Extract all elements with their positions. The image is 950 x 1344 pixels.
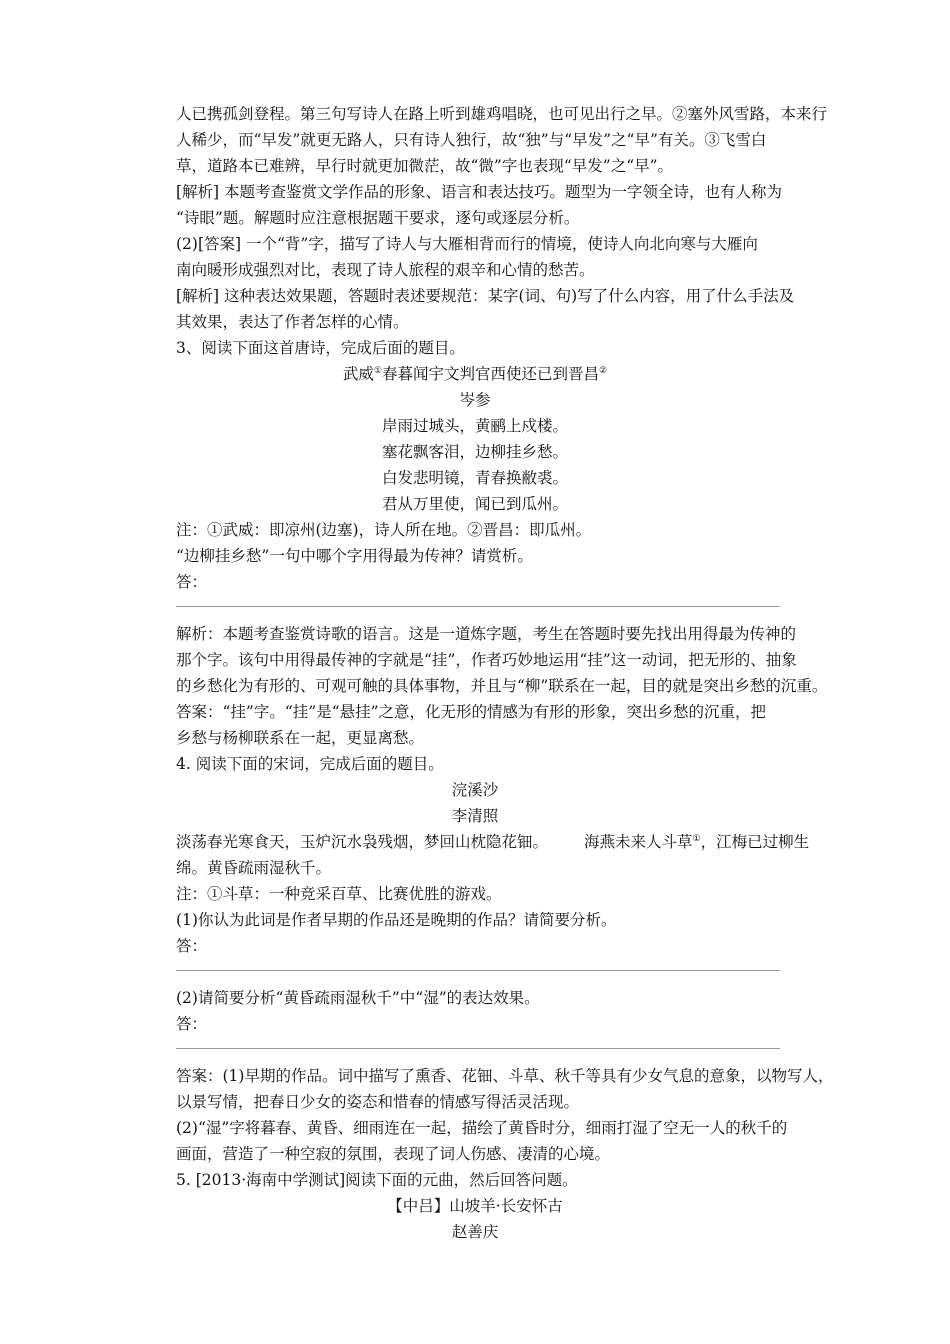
question-heading: 5. [2013·海南中学测试]阅读下面的元曲，然后回答问题。: [176, 1171, 578, 1189]
question-text: (2)请简要分析“黄昏疏雨湿秋千”中“湿”的表达效果。: [176, 989, 540, 1007]
question-heading: 3、阅读下面这首唐诗，完成后面的题目。: [176, 339, 465, 357]
question-text: “边柳挂乡愁”一句中哪个字用得最为传神？请赏析。: [176, 547, 533, 565]
answer-line-text: 答案：(1)早期的作品。词中描写了熏香、花钿、斗草、秋千等具有少女气息的意象，以物写人，: [176, 1067, 834, 1085]
analysis-line: 的乡愁化为有形的、可观可触的具体事物，并且与“柳”联系在一起，目的就是突出乡愁的沉重。: [176, 677, 828, 695]
poem-note: 注：①武威：即凉州(边塞)，诗人所在地。②晋昌：即瓜州。: [176, 521, 592, 539]
answer-line: [176, 606, 780, 607]
answer-line-text: (2)“湿”字将暮春、黄昏、细雨连在一起，描绘了黄昏时分，细雨打湿了空无一人的秋千的: [176, 1119, 788, 1137]
text-line: “诗眼”题。解题时应注意根据题干要求，逐句或逐层分析。: [176, 209, 580, 227]
answer-label: 答：: [176, 1015, 208, 1033]
answer-line-text: 以景写情，把春日少女的姿态和惜春的情感写得活灵活现。: [176, 1093, 580, 1111]
answer-label: 答：: [176, 937, 208, 955]
poem-title: 武威①春暮闻宇文判官西使还已到晋昌②: [342, 365, 608, 383]
poem-title: 浣溪沙: [451, 781, 499, 799]
answer-line-text: 画面，营造了一种空寂的氛围，表现了词人伤感、凄清的心境。: [176, 1145, 611, 1163]
poem-verse: 白发悲明镜，青春换敝裘。: [381, 469, 568, 487]
text-line: 其效果，表达了作者怎样的心情。: [176, 313, 409, 331]
text-line: [解析] 这种表达效果题，答题时表述要规范：某字(词、句)写了什么内容，用了什么手法及: [176, 287, 795, 305]
poem-author: 赵善庆: [451, 1223, 499, 1241]
text-line: 人稀少，而“早发”就更无路人，只有诗人独行，故“独”与“早发”之“早”有关。③飞雪白: [176, 131, 767, 149]
text-line: 南向暖形成强烈对比，表现了诗人旅程的艰辛和心情的愁苦。: [176, 261, 595, 279]
poem-body-line: 淡荡春光寒食天，玉炉沉水袅残烟，梦回山枕隐花钿。 海燕未来人斗草①，江梅已过柳生: [176, 833, 810, 851]
answer-line: [176, 1048, 780, 1049]
poem-title: 【中吕】山坡羊·长安怀古: [387, 1197, 563, 1215]
poem-author: 李清照: [451, 807, 499, 825]
poem-note: 注：①斗草：一种竞采百草、比赛优胜的游戏。: [176, 885, 502, 903]
poem-verse: 君从万里使，闻已到瓜州。: [381, 495, 568, 513]
question-text: (1)你认为此词是作者早期的作品还是晚期的作品？请简要分析。: [176, 911, 617, 929]
text-line: [解析] 本题考查鉴赏文学作品的形象、语言和表达技巧。题型为一字领全诗，也有人称为: [176, 183, 783, 201]
poem-author: 岑参: [459, 391, 491, 409]
answer-line-text: 答案：“挂”字。“挂”是“悬挂”之意，化无形的情感为有形的形象，突出乡愁的沉重，把: [176, 703, 767, 721]
poem-verse: 塞花飘客泪，边柳挂乡愁。: [381, 443, 568, 461]
poem-verse: 岸雨过城头，黄鹂上戍楼。: [381, 417, 568, 435]
poem-body-line: 绵。黄昏疏雨湿秋千。: [176, 859, 332, 877]
answer-label: 答：: [176, 573, 208, 591]
text-line: 草，道路本已难辨，早行时就更加微茫，故“微”字也表现“早发”之“早”。: [176, 157, 674, 175]
answer-line: [176, 970, 780, 971]
text-line: 人已携孤剑登程。第三句写诗人在路上听到雄鸡唱晓，也可见出行之早。②塞外风雪路，本来行: [176, 105, 828, 123]
answer-line-text: 乡愁与杨柳联系在一起，更显离愁。: [176, 729, 425, 747]
analysis-line: 那个字。该句中用得最传神的字就是“挂”，作者巧妙地运用“挂”这一动词，把无形的、抽象: [176, 651, 797, 669]
analysis-line: 解析：本题考查鉴赏诗歌的语言。这是一道炼字题，考生在答题时要先找出用得最为传神的: [176, 625, 797, 643]
question-heading: 4. 阅读下面的宋词，完成后面的题目。: [176, 755, 444, 773]
text-line: (2)[答案] 一个“背”字，描写了诗人与大雁相背而行的情境，使诗人向北向寒与大雁向: [176, 235, 758, 253]
